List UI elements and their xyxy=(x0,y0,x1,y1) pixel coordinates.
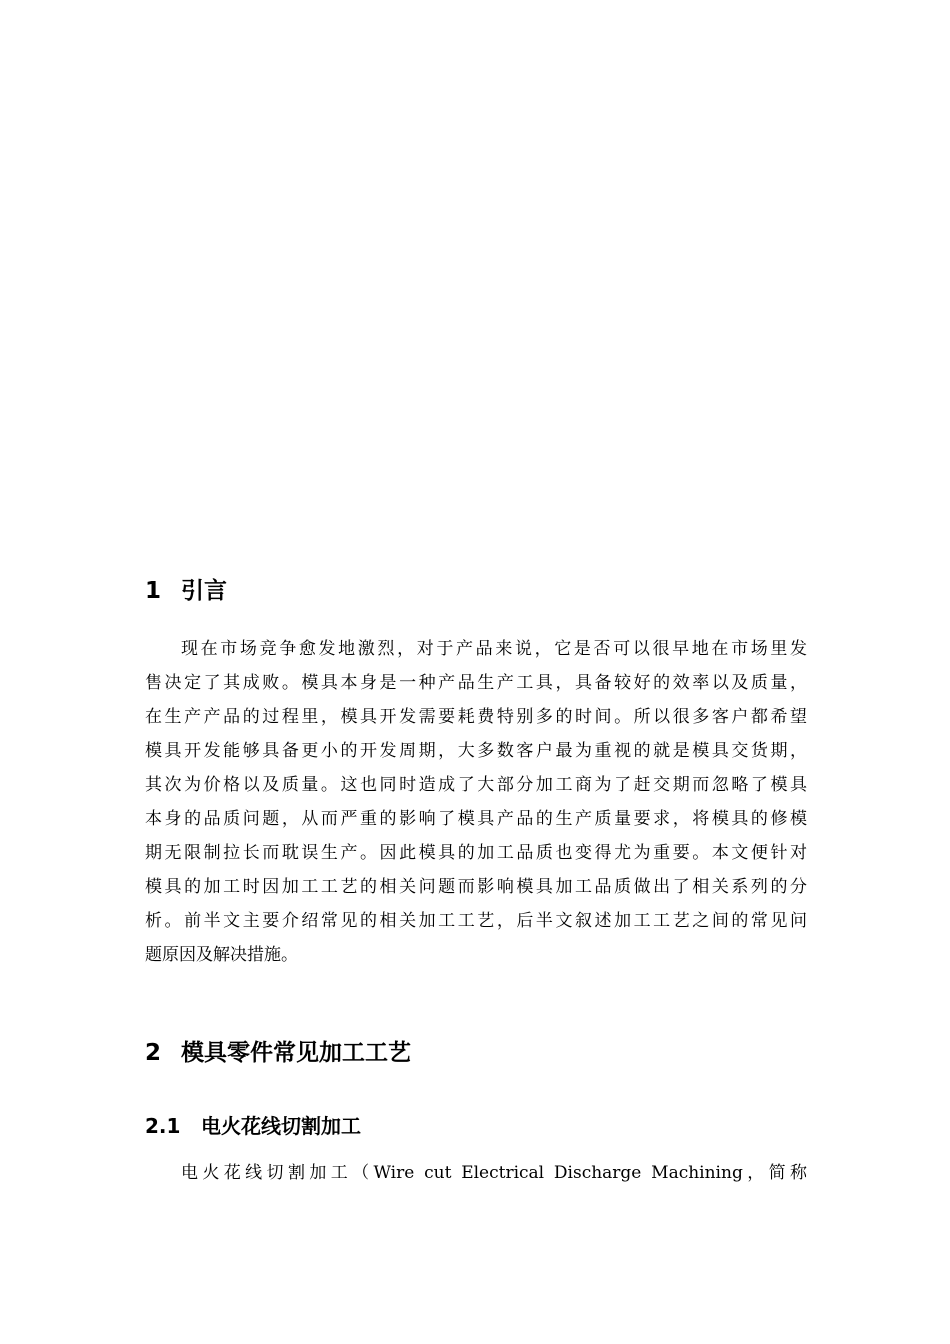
section-2-title: 模具零件常见加工工艺 xyxy=(181,1040,411,1066)
section-2-1-heading xyxy=(145,1110,361,1139)
paragraph-line: 在生产产品的过程里，模具开发需要耗费特别多的时间。所以很多客户都希望 xyxy=(145,707,807,727)
section-1-title: 引言 xyxy=(181,578,227,604)
section-2-number: 2 xyxy=(145,1040,162,1066)
paragraph-line: 模具开发能够具备更小的开发周期，大多数客户最为重视的就是模具交货期， xyxy=(145,741,807,761)
section-1-heading xyxy=(145,572,227,605)
paragraph-line: 析。前半文主要介绍常见的相关加工工艺，后半文叙述加工工艺之间的常见问 xyxy=(145,911,807,931)
paragraph-line: 题原因及解决措施。 xyxy=(145,945,298,965)
paragraph-line: 电火花线切割加工（Wire cut Electrical Discharge Machining，简称 xyxy=(181,1163,807,1183)
paragraph-line: 模具的加工时因加工工艺的相关问题而影响模具加工品质做出了相关系列的分 xyxy=(145,877,807,897)
paragraph-line: 现在市场竞争愈发地激烈，对于产品来说，它是否可以很早地在市场里发 xyxy=(181,639,807,659)
section-1-paragraph xyxy=(145,632,807,972)
section-1-number: 1 xyxy=(145,578,162,604)
section-2-1-number: 2.1 xyxy=(145,1114,181,1138)
section-2-heading xyxy=(145,1034,411,1067)
paragraph-line: 本身的品质问题，从而严重的影响了模具产品的生产质量要求，将模具的修模 xyxy=(145,809,807,829)
section-2-1-paragraph xyxy=(145,1156,807,1190)
section-2-1-title: 电火花线切割加工 xyxy=(201,1114,361,1138)
paragraph-line: 其次为价格以及质量。这也同时造成了大部分加工商为了赶交期而忽略了模具 xyxy=(145,775,807,795)
paragraph-line: 期无限制拉长而耽误生产。因此模具的加工品质也变得尤为重要。本文便针对 xyxy=(145,843,807,863)
paragraph-line: 售决定了其成败。模具本身是一种产品生产工具，具备较好的效率以及质量， xyxy=(145,673,807,693)
